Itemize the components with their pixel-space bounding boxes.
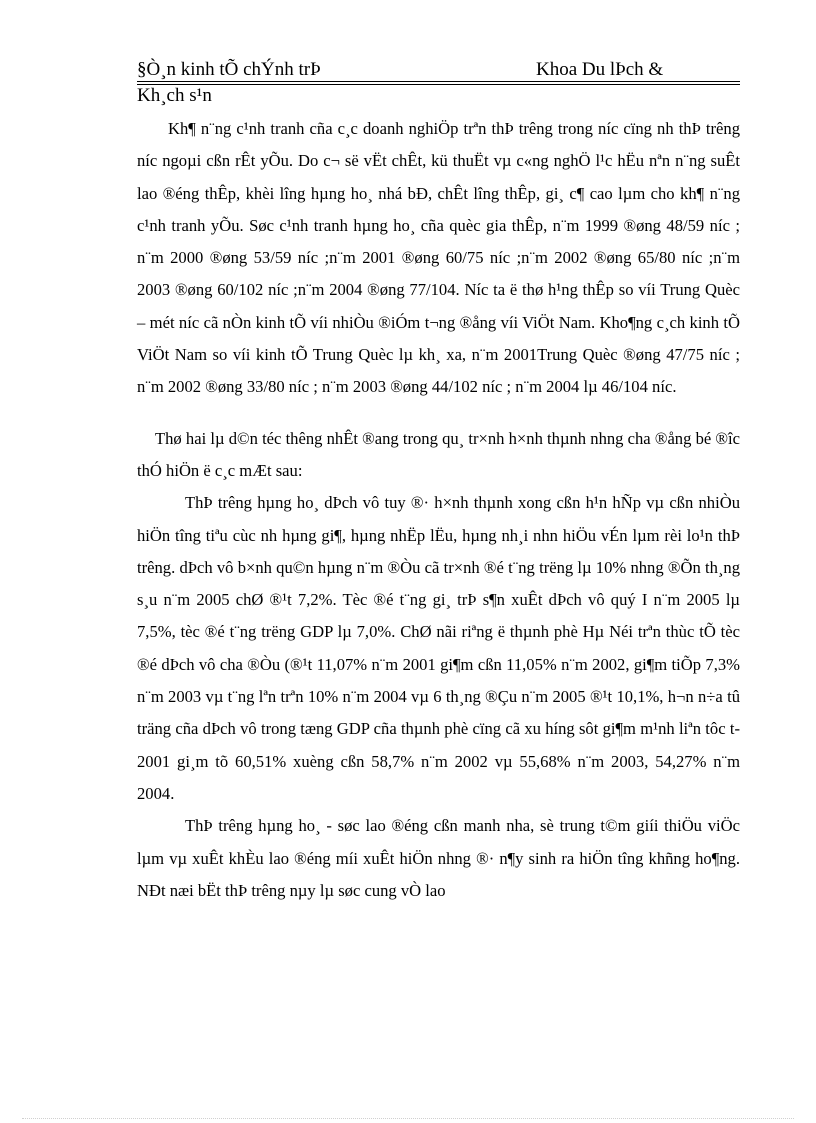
header-faculty: Khoa Du lÞch & xyxy=(536,59,664,80)
page-header xyxy=(137,58,740,82)
header-rule-top xyxy=(137,81,740,82)
paragraph-goods-services-market: ThÞ trêng hµng ho¸ dÞch vô tuy ®· h×nh thµnh xong cßn h¹n hÑp vµ cßn nhiÒu hiÖn tîng tiªu cùc nh hµng gi¶, hµng nhËp lËu, hµng nh¸i nhn hiÖu vÉn lµm rèi lo¹n thÞ trêng. dÞch vô b×nh qu©n hµng n¨m ®Òu cã tr×nh ®é t¨ng trëng lµ 10% nhng ®Õn th¸ng s¸u n¨m 2005 chØ ®¹t 7,2%. Tèc ®é t¨ng gi¸ trÞ s¶n xuÊt dÞch vô quý I n¨m 2005 lµ 7,5%, tèc ®é t¨ng trëng GDP lµ 7,0%. ChØ nãi riªng ë thµnh phè Hµ Néi trªn thùc tÕ tèc ®é dÞch vô cha ®Òu (®¹t 11,07% n¨m 2001 gi¶m cßn 11,05% n¨m 2002, gi¶m tiÕp 7,3% n¨m 2003 vµ t¨ng lªn trªn 10% n¨m 2004 vµ 6 th¸ng ®Çu n¨m 2005 ®¹t 10,1%, h¬n n÷a tû träng cña dÞch vô trong tæng GDP cña thµnh phè cïng cã xu híng sôt gi¶m m¹nh liªn tôc t 2001 gi¸m tõ 60,51% xuèng cßn 58,7% n¨m 2002 vµ 55,68% n¨m 2003, 54,27% n¨m 2004. xyxy=(137,493,740,803)
paragraph-second-point: Thø hai lµ d©n téc thêng nhÊt ®ang trong qu¸ tr×nh h×nh thµnh nhng cha ®ång bé ®îc thÓ hiÖn ë c¸c mÆt sau: xyxy=(137,428,740,480)
document-body xyxy=(137,113,740,907)
paragraph-competitiveness: Kh¶ n¨ng c¹nh tranh cña c¸c doanh nghiÖp trªn thÞ trêng trong níc cïng nh thÞ trêng níc ngoµi cßn rÊt yÕu. Do c¬ së vËt chÊt, kü thuËt vµ c«ng nghÖ l¹c hËu nªn n¨ng suÊt lao ®éng thÊp, khèi lîng hµng ho¸ nhá bÐ, chÊt lîng thÊp, gi¸ c¶ cao lµm cho kh¶ n¨ng c¹nh tranh yÕu. Søc c¹nh tranh hµng ho¸ cña quèc gia thÊp, n¨m 1999 ®øng 48/59 níc ; n¨m 2000 ®øng 53/59 níc ;n¨m 2001 ®øng 60/75 níc ;n¨m 2002 ®øng 65/80 níc ;n¨m 2003 ®øng 60/102 níc ;n¨m 2004 ®øng 77/104. Níc ta ë thø h¹ng thÊp so víi Trung Quèc – mét níc cã nÒn kinh tÕ víi nhiÒu ®iÓm t¬ng ®ång víi ViÖt Nam. Kho¶ng c¸ch kinh tÕ ViÖt Nam so víi kinh tÕ Trung Quèc lµ kh¸ xa, n¨m 2001Trung Quèc ®øng 47/75 níc ; n¨m 2002 ®øng 33/80 níc ; n¨m 2003 ®øng 44/102 níc ; n¨m 2004 lµ 46/104 níc. xyxy=(137,119,740,397)
header-rule-bottom xyxy=(137,84,740,85)
page-bottom-border xyxy=(22,1118,794,1119)
header-faculty-continuation: Kh¸ch s¹n xyxy=(137,85,212,106)
header-subject: §Ò¸n kinh tÕ chÝnh trÞ xyxy=(137,59,321,80)
paragraph-labor-market: ThÞ trêng hµng ho¸ - søc lao ®éng cßn manh nha, sè trung t©m giíi thiÖu viÖc lµm vµ xuÊt khÈu lao ®éng míi xuÊt hiÖn nhng ®· n¶y sinh ra hiÖn tîng khñng ho¶ng. NÐt næi bËt thÞ trêng nµy lµ søc cung vÒ lao xyxy=(137,816,740,900)
